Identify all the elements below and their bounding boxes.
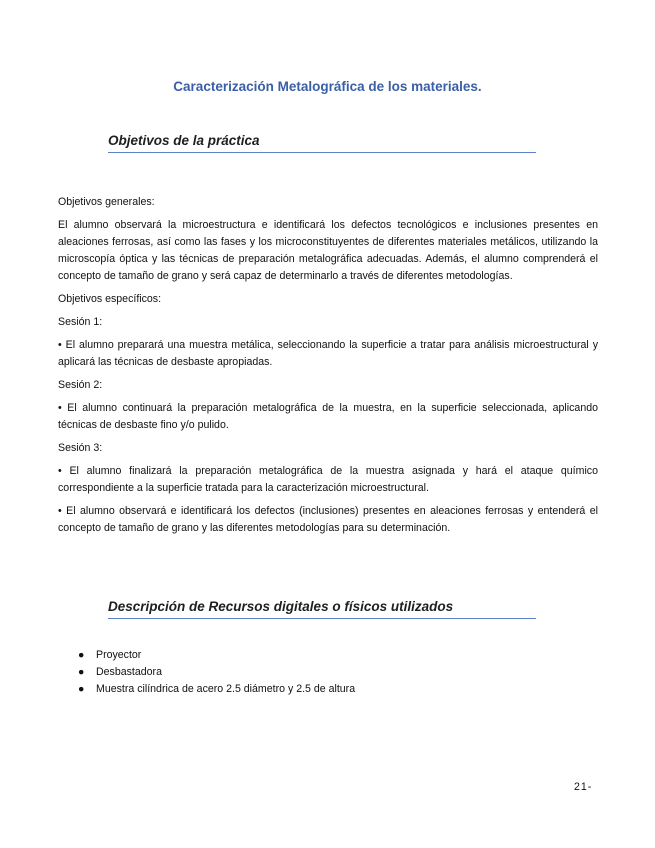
page-title: Caracterización Metalográfica de los materiales. — [173, 79, 482, 94]
resource-item-muestra — [78, 681, 355, 698]
session-3-objective-2: • El alumno observará e identificará los defectos (inclusiones) presentes en aleaciones ferrosas y entenderá el concepto de tamaño de grano y las diferentes metodologías para su determinación. — [58, 505, 598, 534]
general-objectives-text: El alumno observará la microestructura e identificará los defectos tecnológicos e inclusiones presentes en aleaciones ferrosas, así como las fases y los microconstituyentes de diferentes materiales metálicos, utilizando la microscopía óptica y las técnicas de preparación metalográfica adecuadas. Además, el alumno comprenderá el concepto de tamaño de grano y será capaz de determinarlo a través de diferentes metodologías. — [58, 219, 598, 282]
session-2-objective: • El alumno continuará la preparación metalográfica de la muestra, en la superficie seleccionada, aplicando técnicas de desbaste fino y/o pulido. — [58, 402, 598, 431]
resource-item-label: Desbastadora — [96, 666, 162, 678]
session-1-label: Sesión 1: — [58, 316, 103, 328]
session-2-label: Sesión 2: — [58, 379, 103, 391]
resource-item-label: Muestra cilíndrica de acero 2.5 diámetro y 2.5 de altura — [96, 683, 356, 695]
session-1-objective: • El alumno preparará una muestra metálica, seleccionando la superficie a tratar para análisis microestructural y aplicará las técnicas de desbaste apropiadas. — [58, 339, 598, 368]
resource-item-desbastadora — [78, 664, 355, 681]
section-heading-recursos: Descripción de Recursos digitales o físicos utilizados — [108, 599, 536, 619]
resource-item-proyector — [78, 647, 355, 664]
objectives-block — [58, 194, 598, 543]
section-heading-objetivos: Objetivos de la práctica — [108, 133, 536, 153]
bullet-icon: ● — [78, 666, 85, 678]
page-number: 21- — [574, 781, 593, 793]
bullet-icon: ● — [78, 683, 85, 695]
resource-list — [78, 647, 355, 698]
resource-item-label: Proyector — [96, 649, 142, 661]
bullet-icon: ● — [78, 649, 85, 661]
session-3-objective-1: • El alumno finalizará la preparación metalográfica de la muestra asignada y hará el ataque químico correspondiente a la superficie tratada para la caracterización microestructural. — [58, 465, 598, 494]
general-objectives-label: Objetivos generales: — [58, 196, 155, 208]
session-3-label: Sesión 3: — [58, 442, 103, 454]
specific-objectives-label: Objetivos específicos: — [58, 293, 162, 305]
